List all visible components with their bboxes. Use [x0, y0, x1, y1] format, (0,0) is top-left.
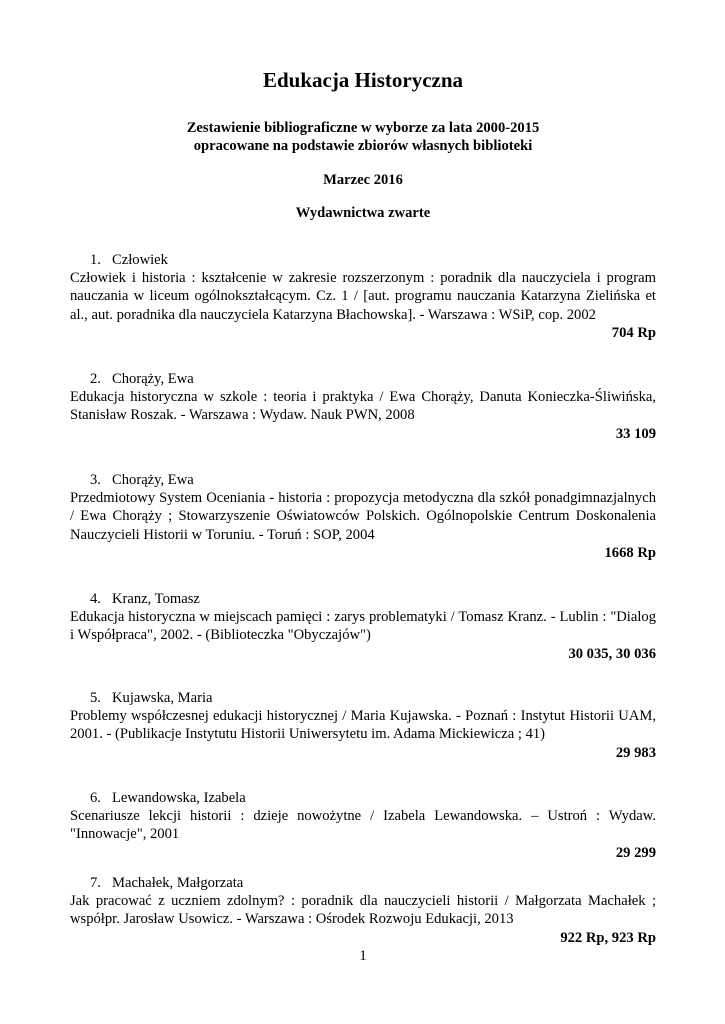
- entry-signature: 33 109: [615, 425, 656, 442]
- entry-author-line: [70, 471, 656, 489]
- entry-number: 3.: [90, 472, 101, 488]
- entry-author-line: [70, 251, 656, 269]
- entry-signature: 30 035, 30 036: [568, 645, 656, 662]
- entry-author: Kujawska, Maria: [112, 690, 213, 706]
- document-date: Marzec 2016: [323, 172, 403, 188]
- entry-author: Człowiek: [112, 252, 168, 268]
- entry-description: Człowiek i historia : kształcenie w zakresie rozszerzonym : poradnik dla nauczyciela i program nauczania w liceum ogólnokształcącym. Cz. 1 / [aut. programu nauczania Katarzyna Zielińska et al., aut. poradnika dla nauczyciela Katarzyna Błachowska]. - Warszawa : WSiP, cop. 2002: [70, 270, 656, 323]
- entry-author-line: [70, 689, 656, 707]
- bibliography-entry: [70, 689, 656, 762]
- document-page: [70, 0, 656, 1024]
- bibliography-entry: [70, 370, 656, 443]
- document-subtitle: [70, 119, 656, 155]
- entry-author: Machałek, Małgorzata: [112, 875, 244, 891]
- entry-signature: 29 299: [615, 844, 656, 861]
- entry-description: Problemy współczesnej edukacji historycznej / Maria Kujawska. - Poznań : Instytut Historii UAM, 2001. - (Publikacje Instytutu Historii Uniwersytetu im. Adama Mickiewicza ; 41): [70, 708, 656, 743]
- entry-author-line: [70, 370, 656, 388]
- bibliography-entry: [70, 251, 656, 342]
- entry-author-line: [70, 789, 656, 807]
- entry-number: 2.: [90, 371, 101, 387]
- entry-author: Chorąży, Ewa: [112, 472, 194, 488]
- page-number: 1: [359, 948, 367, 964]
- bibliography-entry: [70, 874, 656, 947]
- entry-signature: 704 Rp: [611, 324, 656, 341]
- subtitle-line-1: Zestawienie bibliograficzne w wyborze za lata 2000-2015: [186, 120, 540, 136]
- entry-number: 4.: [90, 591, 101, 607]
- entry-description: Jak pracować z uczniem zdolnym? : poradnik dla nauczycieli historii / Małgorzata Machałek ; współpr. Jarosław Usowicz. - Warszawa : Ośrodek Rozwoju Edukacji, 2013: [70, 893, 656, 928]
- section-heading: Wydawnictwa zwarte: [295, 205, 431, 221]
- entry-number: 1.: [90, 252, 101, 268]
- bibliography-entry: [70, 590, 656, 663]
- entry-signature: 922 Rp, 923 Rp: [560, 929, 656, 946]
- entry-number: 7.: [90, 875, 101, 891]
- bibliography-entry: [70, 789, 656, 862]
- entry-number: 5.: [90, 690, 101, 706]
- entry-description: Scenariusze lekcji historii : dzieje nowożytne / Izabela Lewandowska. – Ustroń : Wydaw. "Innowacje", 2001: [70, 808, 656, 843]
- entry-signature: 1668 Rp: [604, 544, 656, 561]
- entry-number: 6.: [90, 790, 101, 806]
- entry-author-line: [70, 874, 656, 892]
- entry-description: Edukacja historyczna w szkole : teoria i praktyka / Ewa Chorąży, Danuta Konieczka-Śliwińska, Stanisław Roszak. - Warszawa : Wydaw. Nauk PWN, 2008: [70, 389, 656, 424]
- bibliography-entry: [70, 471, 656, 562]
- entry-signature: 29 983: [615, 744, 656, 761]
- entry-author-line: [70, 590, 656, 608]
- entry-author: Chorąży, Ewa: [112, 371, 194, 387]
- entry-description: Edukacja historyczna w miejscach pamięci : zarys problematyki / Tomasz Kranz. - Lublin : "Dialog i Współpraca", 2002. - (Biblioteczka "Obyczajów"): [70, 609, 656, 644]
- entry-author: Kranz, Tomasz: [112, 591, 200, 607]
- document-title: Edukacja Historyczna: [262, 68, 464, 92]
- subtitle-line-2: opracowane na podstawie zbiorów własnych biblioteki: [193, 138, 533, 154]
- entry-author: Lewandowska, Izabela: [112, 790, 246, 806]
- entry-description: Przedmiotowy System Oceniania - historia : propozycja metodyczna dla szkół ponadgimnazjalnych / Ewa Chorąży ; Stowarzyszenie Oświatowców Polskich. Ogólnopolskie Centrum Doskonalenia Nauczycieli Historii w Toruniu. - Toruń : SOP, 2004: [70, 490, 656, 543]
